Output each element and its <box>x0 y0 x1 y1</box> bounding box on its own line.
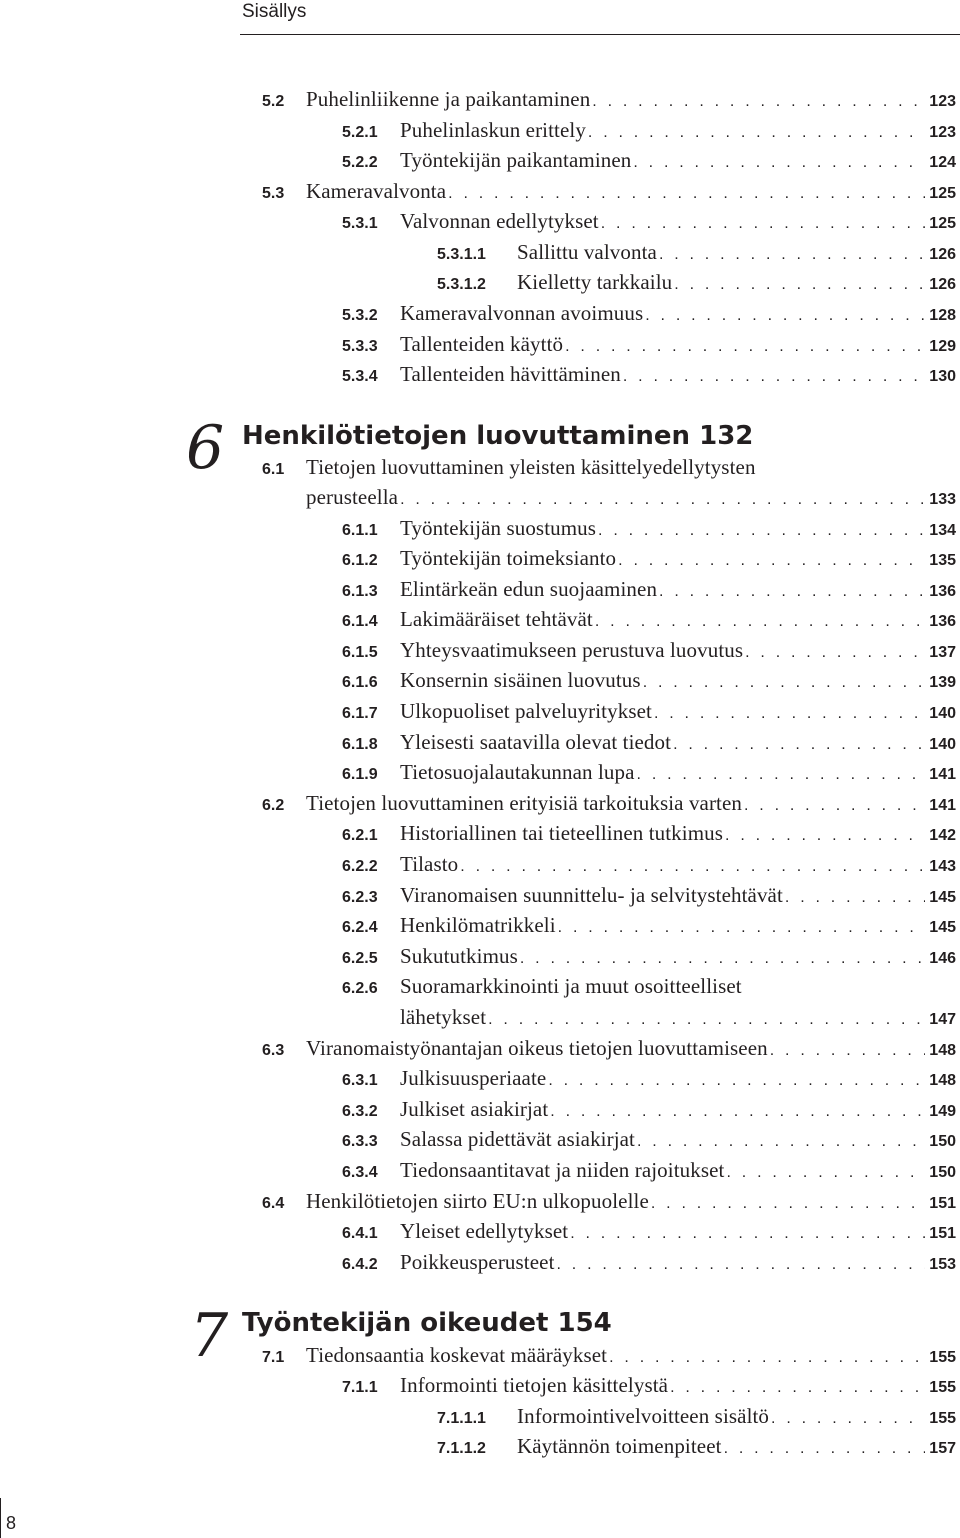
entry-title: Sallittu valvonta <box>517 240 657 264</box>
entry-number: 5.3.1.1 <box>437 246 486 263</box>
page-number: 134 <box>929 522 956 539</box>
entry-title: Työntekijän suostumus <box>400 516 597 540</box>
entry-title: Henkilömatrikkeli <box>400 913 556 937</box>
entry-title: Tietosuojalautakunnan lupa <box>400 760 635 784</box>
page-number: 142 <box>929 827 956 844</box>
entry-title: Yleisesti saatavilla olevat tiedot <box>400 730 672 754</box>
page-number: 149 <box>929 1103 956 1120</box>
entry-title: Informointi tietojen käsittelystä <box>400 1373 669 1397</box>
dot-leader <box>518 944 925 974</box>
dot-leader <box>486 1005 925 1035</box>
dot-leader <box>556 913 926 943</box>
dot-leader <box>458 852 925 882</box>
page-number: 141 <box>929 766 956 783</box>
entry-number: 6.2.3 <box>342 889 378 906</box>
entry-title: Sukututkimus <box>400 944 518 968</box>
entry-number: 6.3.1 <box>342 1072 378 1089</box>
toc-entry[interactable] <box>342 818 956 848</box>
toc-entry[interactable] <box>262 788 956 818</box>
dot-leader <box>446 179 925 209</box>
entry-number: 5.3.1 <box>342 215 378 232</box>
entry-number: 6.1.9 <box>342 766 378 783</box>
toc-entry[interactable] <box>437 237 956 267</box>
toc-entry[interactable] <box>262 1340 956 1370</box>
dot-leader <box>599 209 926 239</box>
toc-entry[interactable] <box>342 971 956 1001</box>
entry-title: Poikkeusperusteet <box>400 1250 555 1274</box>
dot-leader <box>724 1158 925 1188</box>
entry-title: Viranomaistyönantajan oikeus tietojen luovuttamiseen <box>306 1036 768 1060</box>
entry-number: 5.3.4 <box>342 368 378 385</box>
dot-leader <box>742 791 925 821</box>
dot-leader <box>723 821 925 851</box>
toc-entry[interactable] <box>342 757 956 787</box>
page-number: 136 <box>929 583 956 600</box>
dot-leader <box>593 607 925 637</box>
page-number: 136 <box>929 613 956 630</box>
entry-title: Tiedonsaantitavat ja niiden rajoitukset <box>400 1158 725 1182</box>
entry-number: 6.1.3 <box>342 583 378 600</box>
entry-title: Historiallinen tai tieteellinen tutkimus <box>400 821 724 845</box>
entry-number: 7.1.1 <box>342 1379 378 1396</box>
entry-number: 5.3.1.2 <box>437 276 486 293</box>
entry-number: 6.1.4 <box>342 613 378 630</box>
entry-number: 6.2.4 <box>342 919 378 936</box>
entry-title: Käytännön toimenpiteet <box>517 1434 722 1458</box>
toc-entry[interactable] <box>262 1033 956 1063</box>
toc-entry[interactable] <box>342 665 956 695</box>
entry-number: 6.1.6 <box>342 674 378 691</box>
entry-title: Yleiset edellytykset <box>400 1219 569 1243</box>
dot-leader <box>671 730 925 760</box>
toc-entry[interactable] <box>262 1186 956 1216</box>
page-number: 140 <box>929 736 956 753</box>
dot-leader <box>621 362 925 392</box>
entry-title: Informointivelvoitteen sisältö <box>517 1404 770 1428</box>
toc-entry[interactable] <box>262 84 956 114</box>
toc-entry[interactable] <box>342 941 956 971</box>
toc-entry[interactable] <box>262 176 956 206</box>
page-number: 155 <box>929 1379 956 1396</box>
dot-leader <box>652 699 925 729</box>
page-number: 157 <box>929 1440 956 1457</box>
dot-leader <box>546 1066 925 1096</box>
page-number: 126 <box>929 246 956 263</box>
toc-entry[interactable] <box>342 1155 956 1185</box>
entry-number: 6.2.2 <box>342 858 378 875</box>
page-folio: 8 <box>6 1513 17 1533</box>
entry-title: Kameravalvonta <box>306 179 447 203</box>
dot-leader <box>657 240 925 270</box>
toc-entry-continuation[interactable] <box>400 1002 956 1032</box>
entry-number: 5.3.3 <box>342 338 378 355</box>
entry-number: 6.1.2 <box>342 552 378 569</box>
page-number: 137 <box>929 644 956 661</box>
entry-title: Tietojen luovuttaminen yleisten käsittelyedellytysten <box>306 455 756 479</box>
entry-title: Julkisuusperiaate <box>400 1066 547 1090</box>
dot-leader <box>563 332 925 362</box>
toc-entry[interactable] <box>342 1247 956 1277</box>
entry-number: 6.1.1 <box>342 522 378 539</box>
entry-title: Puhelinliikenne ja paikantaminen <box>306 87 591 111</box>
entry-title: Yhteysvaatimukseen perustuva luovutus <box>400 638 744 662</box>
page-number: 150 <box>929 1164 956 1181</box>
dot-leader <box>668 1373 925 1403</box>
entry-title: Tallenteiden käyttö <box>400 332 564 356</box>
entry-title: Tiedonsaantia koskevat määräykset <box>306 1343 608 1367</box>
entry-number: 6.4.2 <box>342 1256 378 1273</box>
dot-leader <box>568 1219 925 1249</box>
toc-entry[interactable] <box>342 727 956 757</box>
entry-number: 6.2.5 <box>342 950 378 967</box>
entry-number: 6.1.5 <box>342 644 378 661</box>
page-number: 141 <box>929 797 956 814</box>
toc-entry[interactable] <box>342 696 956 726</box>
dot-leader <box>631 148 925 178</box>
header-rule <box>240 34 960 35</box>
entry-title: Tilasto <box>400 852 459 876</box>
toc-entry[interactable] <box>342 115 956 145</box>
dot-leader <box>768 1036 926 1066</box>
entry-number: 5.3 <box>262 185 285 202</box>
toc-entry[interactable] <box>342 604 956 634</box>
dot-leader <box>649 1189 925 1219</box>
toc-entry[interactable] <box>342 880 956 910</box>
toc-entry[interactable] <box>262 452 956 482</box>
toc-entry[interactable] <box>342 849 956 879</box>
entry-title: Ulkopuoliset palveluyritykset <box>400 699 652 723</box>
entry-number: 5.2.1 <box>342 124 378 141</box>
toc-entry[interactable] <box>342 1216 956 1246</box>
page-number: 123 <box>929 93 956 110</box>
page-number: 133 <box>929 491 956 508</box>
toc-entry[interactable] <box>437 267 956 297</box>
page-number: 139 <box>929 674 956 691</box>
page-number: 135 <box>929 552 956 569</box>
dot-leader <box>635 1127 925 1157</box>
entry-title: Tallenteiden hävittäminen <box>400 362 621 386</box>
chapter-6-title[interactable]: Henkilötietojen luovuttaminen 132 <box>242 421 754 451</box>
dot-leader <box>548 1097 925 1127</box>
entry-title-continuation: lähetykset <box>400 1005 487 1029</box>
dot-leader <box>769 1404 925 1434</box>
dot-leader <box>607 1343 925 1373</box>
page-number: 148 <box>929 1072 956 1089</box>
entry-number: 6.3 <box>262 1042 285 1059</box>
page-number: 128 <box>929 307 956 324</box>
dot-leader <box>643 301 925 331</box>
dot-leader <box>586 118 925 148</box>
page-number: 150 <box>929 1133 956 1150</box>
toc-entry[interactable] <box>342 206 956 236</box>
entry-title: Viranomaisen suunnittelu- ja selvitystehtävät <box>400 883 783 907</box>
page-number: 145 <box>929 919 956 936</box>
entry-number: 6.2 <box>262 797 285 814</box>
running-head: Sisällys <box>242 1 307 22</box>
toc-entry[interactable] <box>342 1370 956 1400</box>
toc-entry[interactable] <box>342 1063 956 1093</box>
entry-title: Työntekijän paikantaminen <box>400 148 632 172</box>
page-number: 129 <box>929 338 956 355</box>
entry-title: Lakimääräiset tehtävät <box>400 607 593 631</box>
page-number: 151 <box>929 1195 956 1212</box>
entry-title: Työntekijän toimeksianto <box>400 546 617 570</box>
page-number: 145 <box>929 889 956 906</box>
entry-title: Kameravalvonnan avoimuus <box>400 301 644 325</box>
dot-leader <box>555 1250 926 1280</box>
entry-title: Salassa pidettävät asiakirjat <box>400 1127 635 1151</box>
toc-entry[interactable] <box>342 298 956 328</box>
entry-number: 7.1 <box>262 1349 285 1366</box>
page-number: 153 <box>929 1256 956 1273</box>
page-number: 147 <box>929 1011 956 1028</box>
toc-entry[interactable] <box>342 359 956 389</box>
dot-leader <box>398 485 925 515</box>
page-number: 155 <box>929 1349 956 1366</box>
footer-rule <box>0 1498 1 1538</box>
entry-title: Kielletty tarkkailu <box>517 270 673 294</box>
dot-leader <box>743 638 925 668</box>
page-number: 123 <box>929 124 956 141</box>
entry-title: Elintärkeän edun suojaaminen <box>400 577 658 601</box>
entry-title: Puhelinlaskun erittely <box>400 118 586 142</box>
dot-leader <box>641 668 926 698</box>
entry-number: 6.3.4 <box>342 1164 378 1181</box>
toc-entry[interactable] <box>342 635 956 665</box>
entry-number: 6.1 <box>262 461 285 478</box>
chapter-7-title[interactable]: Työntekijän oikeudet 154 <box>242 1308 612 1338</box>
entry-title: Tietojen luovuttaminen erityisiä tarkoituksia varten <box>306 791 743 815</box>
entry-number: 6.4.1 <box>342 1225 378 1242</box>
entry-number: 5.2.2 <box>342 154 378 171</box>
entry-title: Julkiset asiakirjat <box>400 1097 549 1121</box>
dot-leader <box>590 87 925 117</box>
toc-entry[interactable] <box>342 574 956 604</box>
dot-leader <box>616 546 925 576</box>
toc-entry[interactable] <box>342 543 956 573</box>
page-number: 126 <box>929 276 956 293</box>
entry-number: 6.2.6 <box>342 980 378 997</box>
entry-number: 6.3.2 <box>342 1103 378 1120</box>
chapter-6-number: 6 <box>186 413 225 483</box>
entry-number: 6.1.7 <box>342 705 378 722</box>
entry-title: Suoramarkkinointi ja muut osoitteelliset <box>400 974 742 998</box>
toc-entry[interactable] <box>342 513 956 543</box>
toc-entry[interactable] <box>342 145 956 175</box>
toc-entry[interactable] <box>342 329 956 359</box>
chapter-7-number: 7 <box>190 1301 229 1371</box>
toc-entry[interactable] <box>342 1094 956 1124</box>
dot-leader <box>722 1434 926 1464</box>
page-number: 130 <box>929 368 956 385</box>
toc-entry[interactable] <box>342 910 956 940</box>
dot-leader <box>657 577 925 607</box>
page-number: 140 <box>929 705 956 722</box>
page-number: 151 <box>929 1225 956 1242</box>
entry-number: 6.2.1 <box>342 827 378 844</box>
entry-title: Henkilötietojen siirto EU:n ulkopuolelle <box>306 1189 649 1213</box>
entry-title: Konsernin sisäinen luovutus <box>400 668 641 692</box>
dot-leader <box>596 516 925 546</box>
entry-title-continuation: perusteella <box>306 485 399 509</box>
entry-number: 6.3.3 <box>342 1133 378 1150</box>
page-number: 148 <box>929 1042 956 1059</box>
entry-number: 5.2 <box>262 93 285 110</box>
entry-number: 5.3.2 <box>342 307 378 324</box>
dot-leader <box>783 883 925 913</box>
page-number: 155 <box>929 1410 956 1427</box>
entry-number: 7.1.1.1 <box>437 1410 486 1427</box>
dot-leader <box>635 760 926 790</box>
entry-number: 6.1.8 <box>342 736 378 753</box>
entry-number: 7.1.1.2 <box>437 1440 486 1457</box>
page-number: 143 <box>929 858 956 875</box>
toc-entry[interactable] <box>437 1401 956 1431</box>
page-number: 125 <box>929 215 956 232</box>
toc-entry-continuation[interactable] <box>306 482 956 512</box>
toc-entry[interactable] <box>437 1431 956 1461</box>
page-number: 146 <box>929 950 956 967</box>
entry-number: 6.4 <box>262 1195 285 1212</box>
page-number: 124 <box>929 154 956 171</box>
toc-entry[interactable] <box>342 1124 956 1154</box>
page-number: 125 <box>929 185 956 202</box>
dot-leader <box>672 270 925 300</box>
entry-title: Valvonnan edellytykset <box>400 209 599 233</box>
